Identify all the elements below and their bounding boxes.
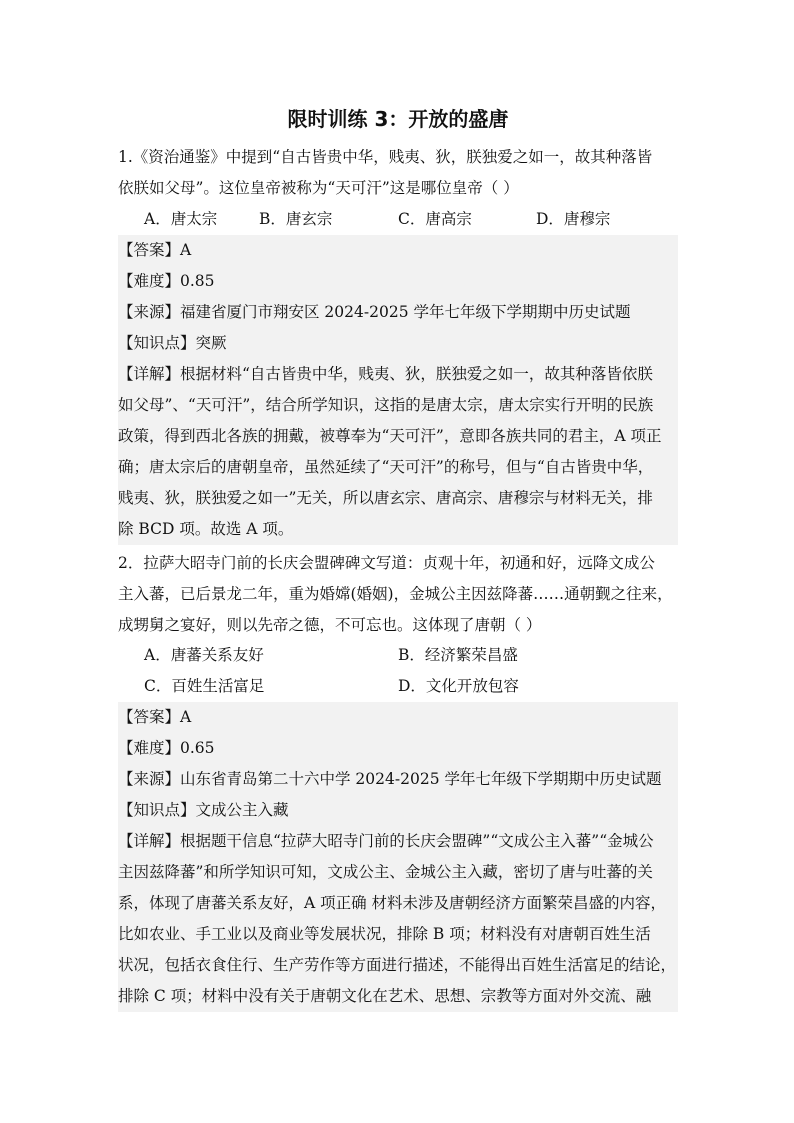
explanation-line: 排除 C 项；材料中没有关于唐朝文化在艺术、思想、宗教等方面对外交流、融: [118, 987, 652, 1005]
explanation-line: 比如农业、手工业以及商业等发展状况，排除 B 项；材料没有对唐朝百姓生活: [118, 925, 651, 943]
difficulty: 【难度】0.85: [118, 272, 215, 290]
page-title: 限时训练 3：开放的盛唐: [287, 107, 509, 131]
question-1-options: [118, 204, 678, 235]
answer: 【答案】A: [118, 241, 192, 259]
explanation-line: 贱夷、狄，朕独爱之如一”无关，所以唐玄宗、唐高宗、唐穆宗与材料无关，排: [118, 489, 653, 507]
question-2-stem: [118, 548, 678, 641]
option-a: A．唐蕃关系友好: [144, 646, 264, 664]
explanation-line: 系，体现了唐蕃关系友好，A 项正确 材料未涉及唐朝经济方面繁荣昌盛的内容，: [118, 894, 667, 912]
explanation-line: 政策，得到西北各族的拥戴，被尊奉为“天可汗”，意即各族共同的君主，A 项正: [118, 427, 662, 445]
option-d: D．文化开放包容: [398, 677, 519, 695]
question-2-options: [118, 640, 678, 702]
answer: 【答案】A: [118, 708, 192, 726]
explanation-line: 如父母”、“天可汗”，结合所学知识，这指的是唐太宗，唐太宗实行开明的民族: [118, 396, 654, 414]
explanation-line: 状况，包括衣食住行、生产劳作等方面进行描述，不能得出百姓生活富足的结论，: [118, 956, 677, 974]
question-1-stem: [118, 142, 678, 204]
explanation-line: 【详解】根据材料“自古皆贵中华，贱夷、狄，朕独爱之如一，故其种落皆依朕: [118, 365, 653, 383]
knowledge-point: 【知识点】文成公主入藏: [118, 801, 289, 819]
question-1-answer-block: [118, 235, 678, 545]
explanation-line: 确；唐太宗后的唐朝皇帝，虽然延续了“天可汗”的称号，但与“自古皆贵中华，: [118, 458, 654, 476]
option-b: B．经济繁荣昌盛: [398, 646, 518, 664]
explanation: [118, 359, 678, 545]
option-c: C．百姓生活富足: [144, 677, 265, 695]
stem-line: 2．拉萨大昭寺门前的长庆会盟碑碑文写道：贞观十年，初通和好，远降文成公: [118, 554, 655, 572]
explanation-line: 【详解】根据题干信息“拉萨大昭寺门前的长庆会盟碑”“文成公主入蕃”“金城公: [118, 832, 654, 850]
option-b: B．唐玄宗: [259, 210, 333, 228]
explanation-line: 除 BCD 项。故选 A 项。: [118, 520, 294, 538]
stem-line: 依朕如父母”。这位皇帝被称为“天可汗”这是哪位皇帝（ ）: [118, 179, 519, 197]
knowledge-point: 【知识点】突厥: [118, 334, 227, 352]
source: 【来源】山东省青岛第二十六中学 2024-2025 学年七年级下学期期中历史试题: [118, 770, 662, 788]
source: 【来源】福建省厦门市翔安区 2024-2025 学年七年级下学期期中历史试题: [118, 303, 631, 321]
stem-line: 主入蕃，已后景龙二年，重为婚嫦(婚姻)，金城公主因兹降蕃……通朝觐之往来，: [118, 585, 673, 603]
stem-line: 1.《资治通鉴》中提到“自古皆贵中华，贱夷、狄，朕独爱之如一，故其种落皆: [118, 148, 653, 166]
option-a: A．唐太宗: [144, 210, 218, 228]
stem-line: 成甥舅之宴好，则以先帝之德，不可忘也。这体现了唐朝（ ）: [118, 616, 542, 634]
option-d: D．唐穆宗: [536, 210, 611, 228]
explanation-line: 主因兹降蕃”和所学知识可知，文成公主、金城公主入藏，密切了唐与吐蕃的关: [118, 863, 653, 881]
difficulty: 【难度】0.65: [118, 739, 215, 757]
option-c: C．唐高宗: [398, 210, 472, 228]
explanation: [118, 826, 678, 1012]
question-2-answer-block: [118, 702, 678, 1012]
